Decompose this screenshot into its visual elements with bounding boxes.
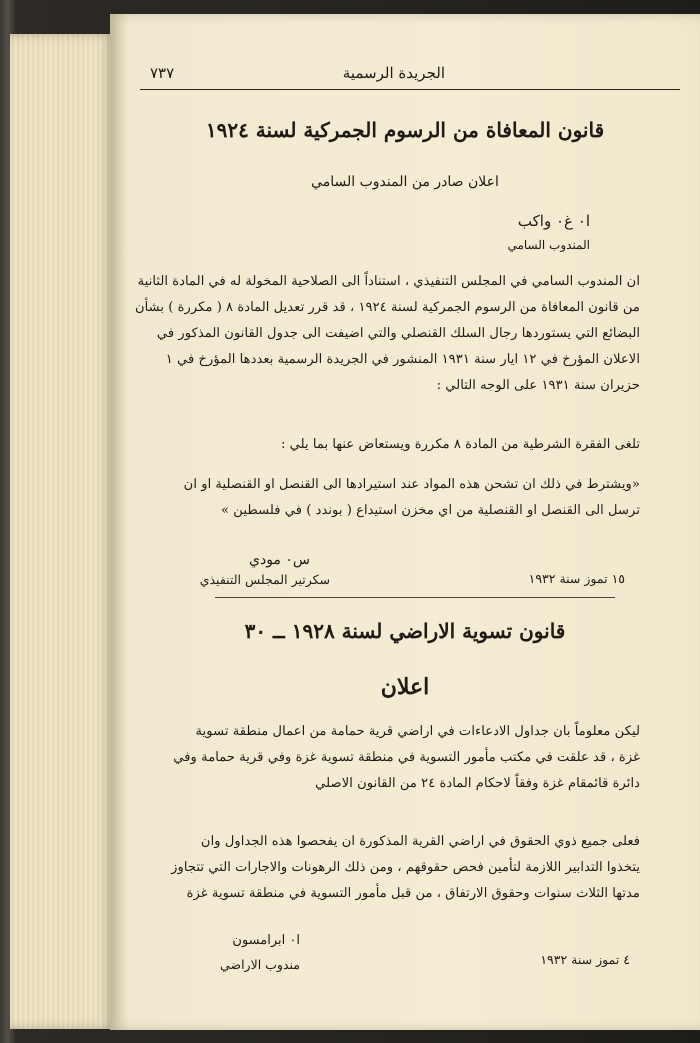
- page-edges: [10, 34, 114, 1029]
- section2-signatory: [220, 932, 300, 974]
- text-line: من قانون المعافاة من الرسوم الجمركية لسنة ١٩٢٤ ، قد قرر تعديل المادة ٨ ( مكررة ) بشأن: [134, 300, 640, 315]
- text-line: البضائع التي يستوردها رجال السلك القنصلي والتي اضيفت الى جدول القانون المذكور في: [156, 326, 640, 341]
- header-rule: [140, 89, 680, 90]
- text-line: تلغى الفقرة الشرطية من المادة ٨ مكررة ويستعاض عنها بما يلي :: [280, 437, 640, 452]
- text-line: ترسل الى القنصل او القنصلية من اي مخزن استيداع ( بوندد ) في فلسطين »: [221, 503, 640, 518]
- section2-title: قانون تسوية الاراضي لسنة ١٩٢٨ ــ ٣٠: [244, 619, 566, 643]
- section1-paragraph3: [130, 472, 640, 524]
- gazette-name: الجريدة الرسمية: [342, 64, 445, 82]
- section1-secretary: [200, 551, 330, 589]
- text-line: مدتها الثلاث سنوات وحقوق الارتفاق ، من قبل مأمور التسوية في منطقة تسوية غزة: [186, 886, 640, 901]
- text-line: فعلى جميع ذوي الحقوق في اراضي القرية المذكورة ان يفحصوا هذه الجداول وان: [200, 834, 640, 849]
- section2-signatory-title: مندوب الاراضي: [220, 957, 300, 972]
- page-number: ٧٣٧: [150, 64, 175, 82]
- section-divider: [215, 597, 615, 598]
- section1-subtitle: اعلان صادر من المندوب السامي: [311, 174, 499, 190]
- text-line: دائرة قائمقام غزة وفقاً لاحكام المادة ٢٤ من القانون الاصلي: [315, 776, 640, 791]
- section2-date: ٤ تموز سنة ١٩٣٢: [540, 952, 630, 967]
- section1-title: قانون المعافاة من الرسوم الجمركية لسنة ١٩٢٤: [205, 118, 605, 142]
- section2-announcement: اعلان: [380, 674, 430, 700]
- section1-date: ١٥ تموز سنة ١٩٣٢: [528, 571, 625, 586]
- text-line: ان المندوب السامي في المجلس التنفيذي ، استناداً الى الصلاحية المخولة له في المادة الثانية: [137, 274, 640, 289]
- section1-paragraph2: [130, 432, 640, 458]
- text-line: يتخذوا التدابير اللازمة لتأمين فحص حقوقهم ، ومن ذلك الرهونات والاجارات التي تتجاوز: [171, 860, 640, 875]
- gazette-page: [110, 14, 700, 1030]
- section1-signatory: [507, 212, 590, 254]
- section1-signatory-title: المندوب السامي: [507, 238, 590, 252]
- text-line: غزة ، قد علقت في مكتب مأمور التسوية في منطقة تسوية غزة وفي قرية حمامة وفي: [173, 750, 640, 765]
- section1-secretary-name: س٠ مودي: [249, 552, 310, 568]
- section1-secretary-title: سكرتير المجلس التنفيذي: [199, 572, 330, 587]
- text-line: ليكن معلوماً بان جداول الادعاءات في اراضي قرية حمامة من اعمال منطقة تسوية: [195, 724, 640, 739]
- text-line: «ويشترط في ذلك ان تشحن هذه المواد عند استيرادها الى القنصل او القنصلية او ان: [183, 477, 640, 492]
- text-line: حزيران سنة ١٩٣١ على الوجه التالي :: [436, 378, 640, 393]
- section1-paragraph1: [130, 269, 640, 399]
- section2-paragraph1: [130, 719, 640, 797]
- text-line: الاعلان المؤرخ في ١٢ ايار سنة ١٩٣١ المنشور في الجريدة الرسمية بعددها المؤرخ في ١: [165, 352, 640, 367]
- section2-signatory-name: ا٠ ابرامسون: [232, 933, 300, 948]
- section1-signatory-name: ا٠ غ٠ واكب: [517, 212, 590, 230]
- section2-paragraph2: [130, 829, 640, 907]
